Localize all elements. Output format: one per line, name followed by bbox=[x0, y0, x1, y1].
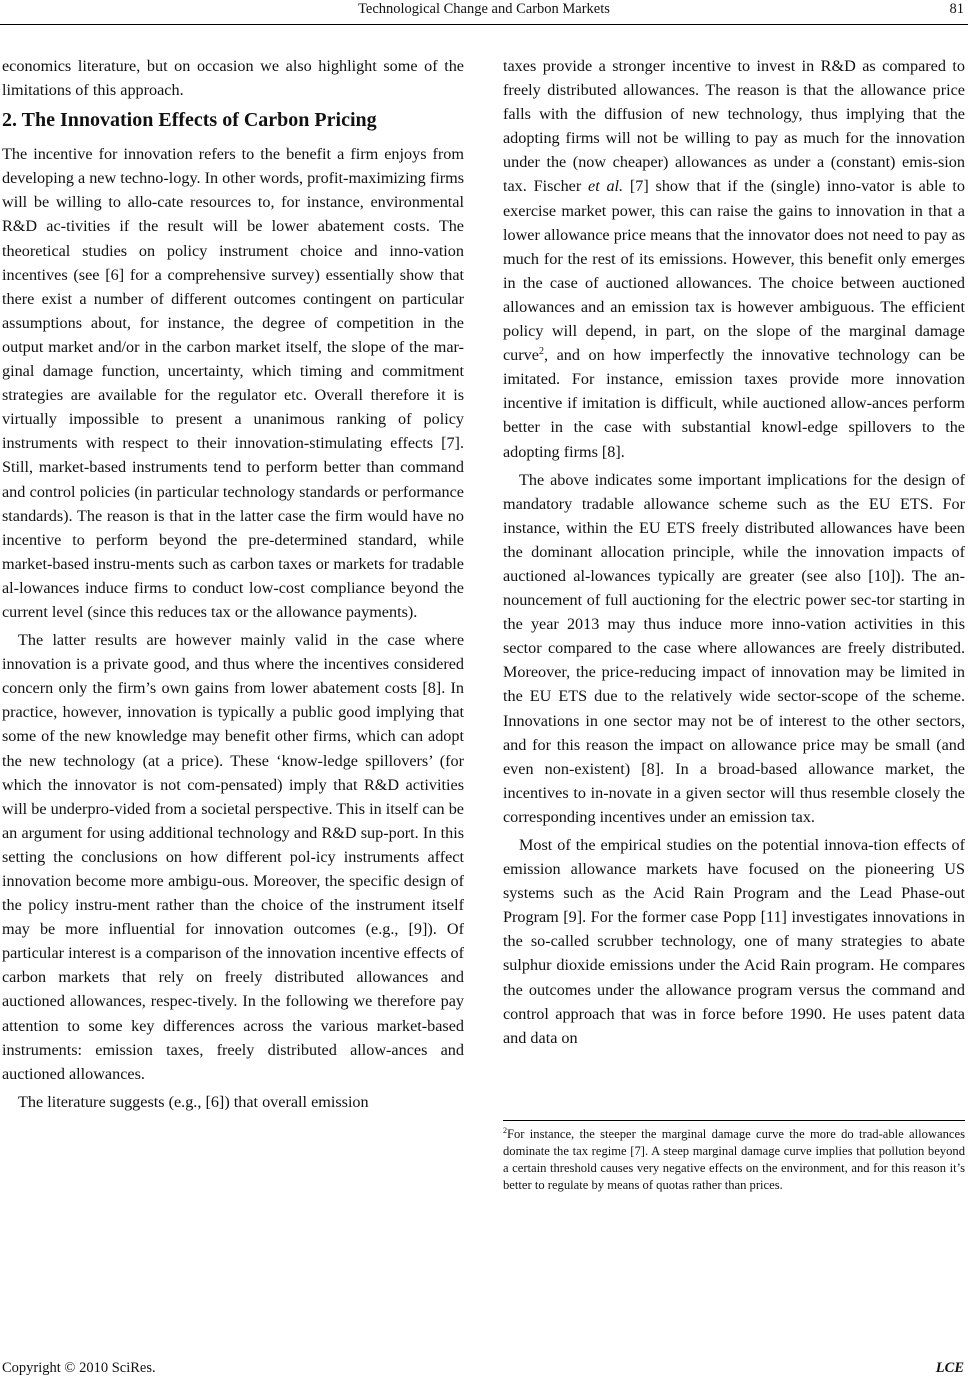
footnote-rule bbox=[503, 1120, 965, 1121]
text-run: taxes provide a stronger incentive to invest in R&D as compared to freely distributed allowances. The reason is that the allowance price falls with the diffusion of new technology, thus implying that the adopting firms will not be willing to pay as much for the innovation under the (now cheaper) allowances as under a (constant) emis-sion tax. Fischer bbox=[503, 57, 965, 196]
italic-text: et al. bbox=[588, 177, 624, 196]
copyright: Copyright © 2010 SciRes. bbox=[2, 1360, 156, 1376]
page-footer bbox=[0, 1356, 968, 1380]
text-run: , and on how imperfectly the innovative technology can be imitated. For instance, emission taxes provide more innovation incentive if imitation is difficult, while auctioned allow-ances perform better in the case with substantial knowl-edge spillovers to the adopting firms [8]. bbox=[503, 346, 965, 461]
paragraph: The above indicates some important implications for the design of mandatory tradable allowance scheme such as the EU ETS. For instance, within the EU ETS freely distributed allowances have been the dominant allocation principle, while the innovation impacts of auctioned al-lowances typically are greater (see also [10]). The an-nouncement of full auctioning for the electric power sec-tor starting in the year 2013 may thus induce more inno-vation activities in this sector compared to the case where allowances are freely distributed. Moreover, the price-reducing impact of innovation may be limited in the EU ETS due to the relatively wide sector-scope of the scheme. Innovations in one sector may not be of interest to the other sectors, and for this reason the impact on allowance price may be small (and even non-existent) [8]. In a broad-based allowance market, the incentives to in-novate in a given sector will thus resemble closely the corresponding incentives under an emission tax. bbox=[503, 470, 965, 826]
paragraph: Most of the empirical studies on the potential innova-tion effects of emission allowance markets have focused on the pioneering US systems such as the Acid Rain Program and the Lead Phase-out Program [9]. For the former case Popp [11] investigates innovations in the so-called scrubber technology, one of many strategies to abate sulphur dioxide emissions under the Acid Rain program. He compares the outcomes under the allowance program versus the command and control approach that was in force before 1990. He uses patent data and data on bbox=[503, 836, 965, 1047]
page-header bbox=[0, 0, 968, 28]
paragraph: The literature suggests (e.g., [6]) that overall emission bbox=[18, 1092, 369, 1111]
journal-abbrev: LCE bbox=[935, 1360, 964, 1376]
footnote bbox=[503, 1126, 965, 1194]
header-rule bbox=[0, 24, 968, 25]
paragraph: The latter results are however mainly valid in the case where innovation is a private good, and thus where the incentives considered concern only the firm’s own gains from lower abatement costs [8]. In practice, however, innovation is typically a public good implying that some of the new knowledge may benefit other firms, which can adopt the new technology (at a price). These ‘know-ledge spillovers’ (for which the innovator is not com-pensated) imply that R&D activities will be underpro-vided from a societal perspective. This in itself can be an argument for using additional technology and R&D sup-port. In this setting the conclusions on how different pol-icy instruments affect innovation become more ambigu-ous. Moreover, the specific design of the policy instru-ment rather than the choice of the instrument itself may be more influential for innovation outcomes (e.g., [9]). Of particular interest is a comparison of the innovation incentive effects of carbon markets that rely on freely distributed allowances and auctioned allowances, respec-tively. In the following we therefore pay attention to some key differences across the various market-based instruments: emission taxes, freely distributed allow-ances and auctioned allowances. bbox=[2, 631, 464, 1083]
running-title: Technological Change and Carbon Markets bbox=[358, 1, 610, 17]
footnote-ref: 2 bbox=[538, 346, 544, 358]
paragraph bbox=[503, 54, 965, 464]
left-column bbox=[2, 54, 464, 1114]
section-heading: 2. The Innovation Effects of Carbon Pricing bbox=[2, 109, 377, 132]
page-number: 81 bbox=[949, 1, 964, 17]
paragraph: The incentive for innovation refers to the benefit a firm enjoys from developing a new techno-logy. In other words, profit-maximizing firms will be willing to allo-cate resources to, for instance, environmental R&D ac-tivities if the result will be lower abatement costs. The theoretical studies on policy instrument choice and inno-vation incentives (see [6] for a comprehensive survey) essentially show that there exist a number of different outcomes contingent on particular assumptions about, for instance, the degree of competition in the output market and/or in the carbon market itself, the slope of the mar-ginal damage function, uncertainty, which timing and commitment strategies are available for the regulator etc. Overall therefore it is virtually impossible to present a unanimous ranking of policy instruments with respect to their innovation-stimulating effects [7]. Still, market-based instruments tend to perform better than command and control policies (in particular technology standards or performance standards). The reason is that in the latter case the firm would have no incentive to perform beyond the pre-determined standard, while market-based instru-ments such as carbon taxes or markets for tradable al-lowances induce firms to conduct low-cost compliance beyond the current level (since this reduces tax or the allowance payments). bbox=[2, 145, 464, 621]
paragraph: economics literature, but on occasion we also highlight some of the limitations of this approach. bbox=[2, 57, 464, 100]
right-column bbox=[503, 54, 965, 1050]
text-run: [7] show that if the (single) inno-vator is able to exercise market power, this can raise the gains to innovation in that a lower allowance price means that the innovator does not need to pay as much for the rest of its emissions. However, this benefit only emerges in the case of auctioned allowances. The choice between auctioned allowances and an emission tax is however ambiguous. The efficient policy will depend, in part, on the slope of the marginal damage curve bbox=[503, 177, 965, 365]
footnote-marker: 2 bbox=[503, 1126, 507, 1135]
footnote-text: For instance, the steeper the marginal damage curve the more do trad-able allowances dominate the tax regime [7]. A steep marginal damage curve implies that pollution beyond a certain threshold causes very negative effects on the environment, and for this reason it’s better to regulate by means of quotas rather than prices. bbox=[503, 1127, 965, 1192]
